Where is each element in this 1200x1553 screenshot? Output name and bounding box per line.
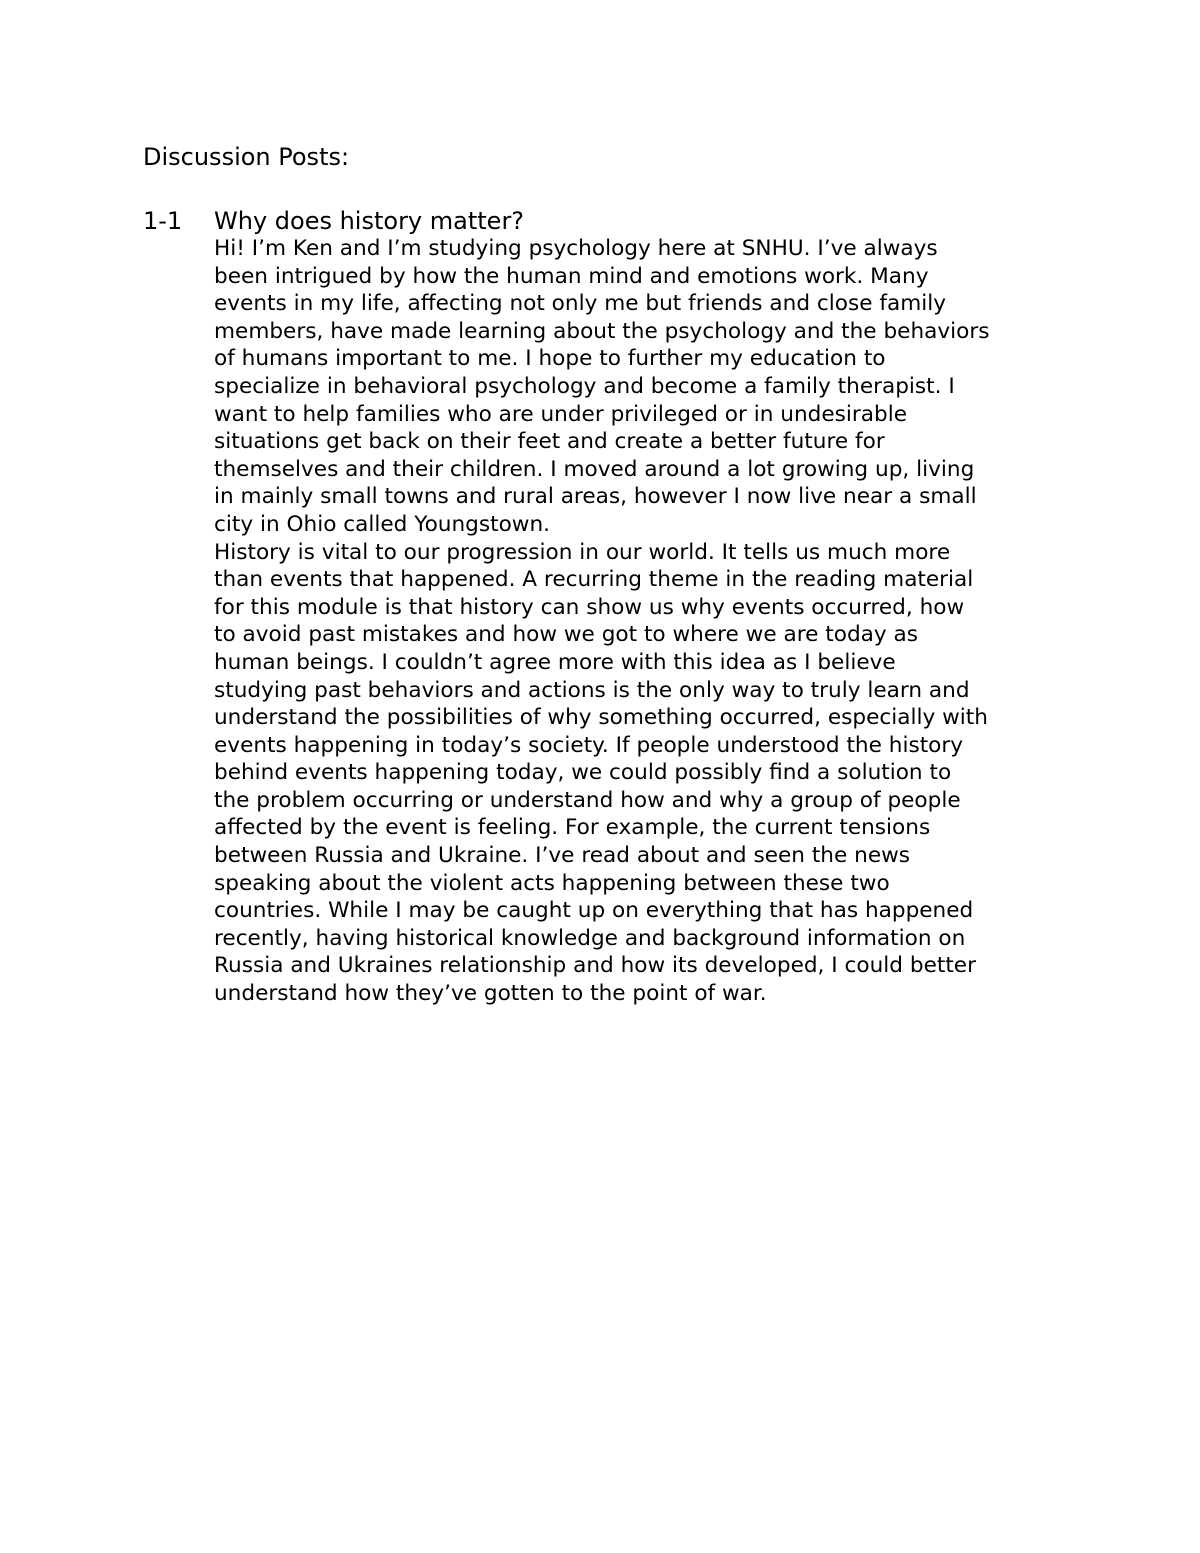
document-title: Discussion Posts:: [143, 143, 350, 171]
post-paragraph-history: History is vital to our progression in our world. It tells us much more than events that happened. A recurring theme in the reading material for this module is that history can show us why events occurred, how to avoid past mistakes and how we got to where we are today as human beings. I couldn’t agree more with this idea as I believe studying past behaviors and actions is the only way to truly learn and understand the possibilities of why something occurred, especially with events happening in today’s society. If people understood the history behind events happening today, we could possibly find a solution to the problem occurring or understand how and why a group of people affected by the event is feeling. For example, the current tensions between Russia and Ukraine. I’ve read about and seen the news speaking about the violent acts happening between these two countries. While I may be caught up on everything that has happened recently, having historical knowledge and background information on Russia and Ukraines relationship and how its developed, I could better understand how they’ve gotten to the point of war.: [214, 539, 988, 1007]
post-number: 1-1: [143, 207, 183, 235]
post-body: [214, 235, 1094, 1008]
post-paragraph-intro: Hi! I’m Ken and I’m studying psychology here at SNHU. I’ve always been intrigued by how the human mind and emotions work. Many events in my life, affecting not only me but friends and close family members, have made learning about the psychology and the behaviors of humans important to me. I hope to further my education to specialize in behavioral psychology and become a family therapist. I want to help families who are under privileged or in undesirable situations get back on their feet and create a better future for themselves and their children. I moved around a lot growing up, living in mainly small towns and rural areas, however I now live near a small city in Ohio called Youngstown.: [214, 236, 990, 537]
post-heading: Why does history matter?: [214, 207, 525, 235]
